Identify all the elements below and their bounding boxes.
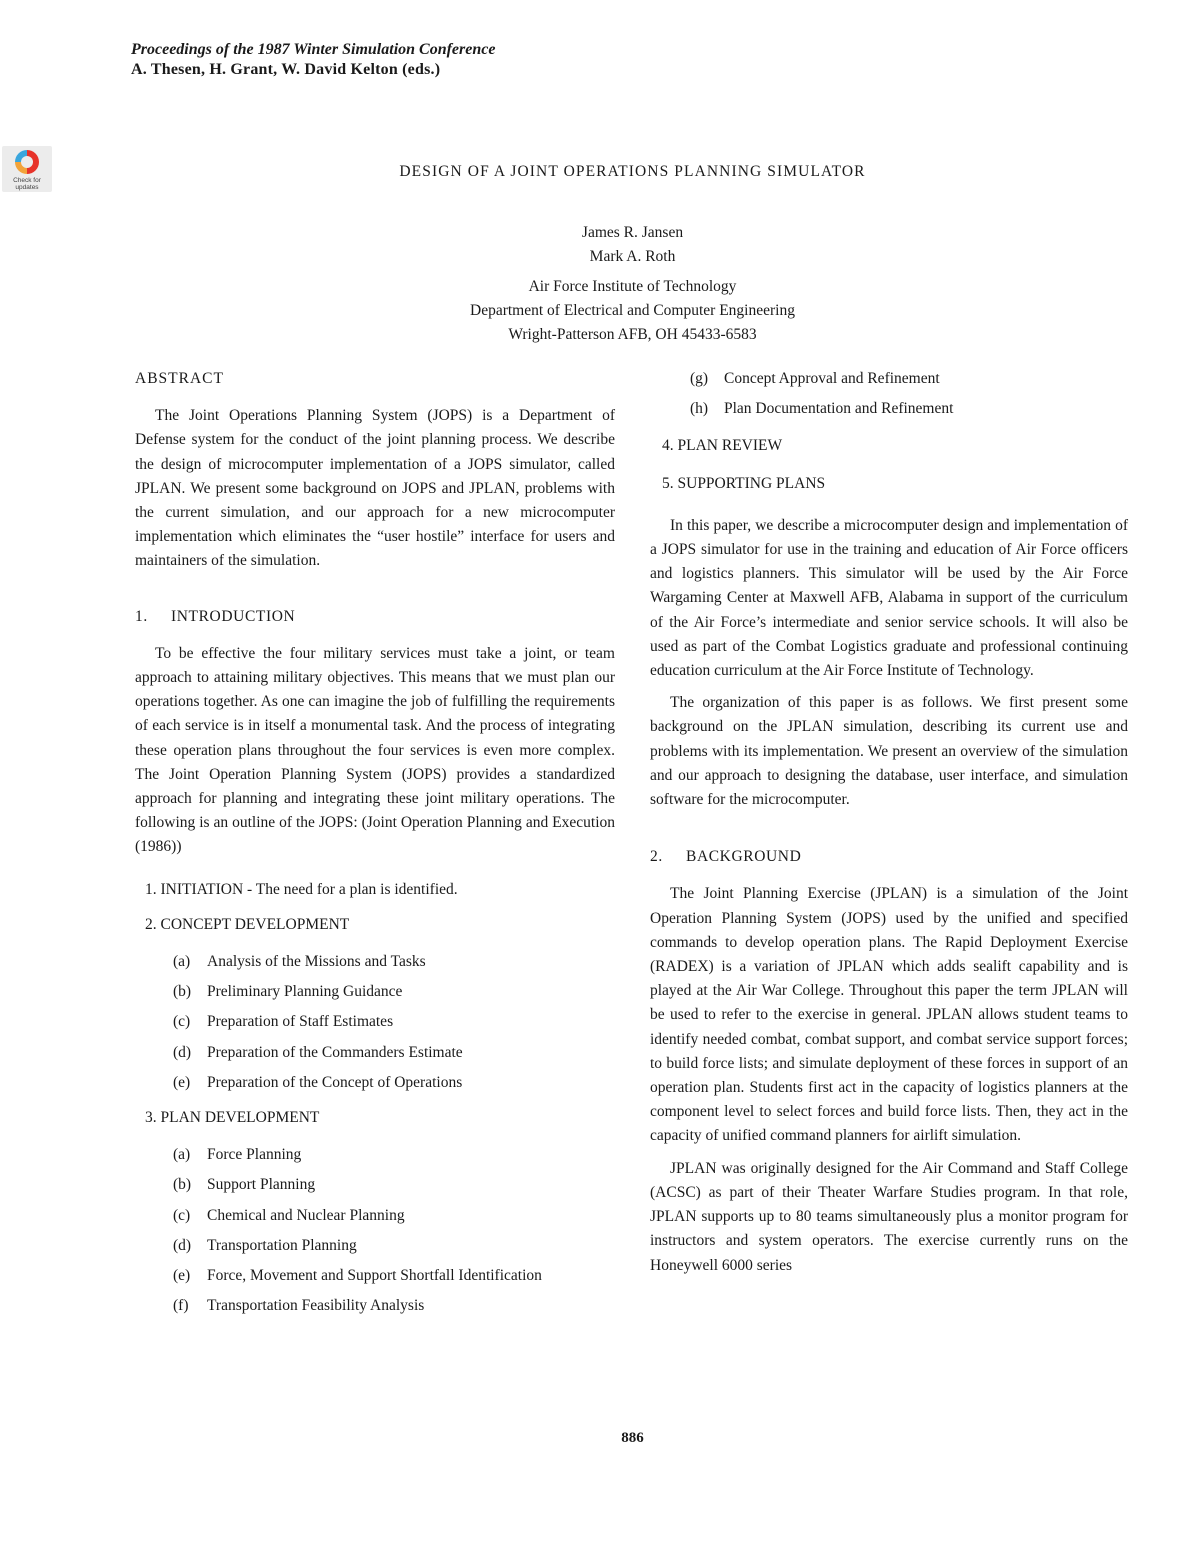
section-number: 1. xyxy=(135,607,148,625)
affiliation-line: Air Force Institute of Technology xyxy=(528,278,737,295)
paragraph: The organization of this paper is as follows. We first present some background on the JPLAN simulation, describing its current use and problems with its implementation. We present an overview of the simulation and our approach to designing the database, user interface, and simulation software for the microcomputer. xyxy=(650,694,1128,809)
outline-subitem: (f) Transportation Feasibility Analysis xyxy=(173,1297,425,1315)
proceedings-header xyxy=(131,40,495,80)
left-column xyxy=(135,367,615,1319)
check-for-updates-label: Check for updates xyxy=(13,177,41,191)
affiliation-line: Wright-Patterson AFB, OH 45433-6583 xyxy=(508,326,757,343)
outline-subitem: (a) Force Planning xyxy=(173,1146,302,1164)
section-heading xyxy=(135,605,615,629)
author-name: Mark A. Roth xyxy=(589,248,676,265)
outline-subitem: (d) Preparation of the Commanders Estimate xyxy=(173,1043,463,1061)
paper-title: DESIGN OF A JOINT OPERATIONS PLANNING SIMULATOR xyxy=(399,163,866,180)
outline-subitem: (c) Preparation of Staff Estimates xyxy=(173,1013,394,1031)
outline-subitem: (b) Support Planning xyxy=(173,1176,316,1194)
outline-subitem: (e) Force, Movement and Support Shortfall Identification xyxy=(173,1267,542,1285)
paragraph: In this paper, we describe a microcomputer design and implementation of a JOPS simulator for use in the training and education of Air Force officers and logistics planners. This simulator will be used by the Air Force Wargaming Center at Maxwell AFB, Alabama in support of the curriculum of the Air Force’s intermediate and senior service schools. It will also be used as part of the Combat Logistics graduate and professional continuing education curriculum at the Air Force Institute of Technology. xyxy=(650,516,1128,680)
section-title: INTRODUCTION xyxy=(171,607,296,625)
outline-item: 2. CONCEPT DEVELOPMENT xyxy=(145,915,350,933)
paragraph: JPLAN was originally designed for the Air Command and Staff College (ACSC) as part of their Theater Warfare Studies program. In that role, JPLAN supports up to 80 teams simultaneously plus a monitor program for instructors and system operators. The exercise currently runs on the Honeywell 6000 series xyxy=(650,1159,1128,1274)
affiliation xyxy=(0,275,1200,347)
proceedings-title: Proceedings of the 1987 Winter Simulation Conference xyxy=(131,41,496,58)
outline-subitem: (g) Concept Approval and Refinement xyxy=(690,370,940,387)
outline-subitem: (d) Transportation Planning xyxy=(173,1236,357,1254)
proceedings-editors: A. Thesen, H. Grant, W. David Kelton (eds.) xyxy=(131,61,441,78)
outline-item: 1. INITIATION - The need for a plan is identified. xyxy=(145,880,458,898)
author-list xyxy=(0,221,1200,269)
outline-subitem: (h) Plan Documentation and Refinement xyxy=(690,400,954,418)
page-number: 886 xyxy=(621,1430,644,1446)
section-number: 2. xyxy=(650,848,663,866)
section-heading xyxy=(650,845,1128,869)
outline-item: 4. PLAN REVIEW xyxy=(662,437,783,455)
abstract-heading: ABSTRACT xyxy=(135,370,224,387)
jops-outline xyxy=(135,878,615,1319)
outline-subitem: (c) Chemical and Nuclear Planning xyxy=(173,1206,405,1224)
outline-subitem: (e) Preparation of the Concept of Operations xyxy=(173,1073,463,1091)
outline-item: 5. SUPPORTING PLANS xyxy=(662,474,826,492)
section-title: BACKGROUND xyxy=(686,848,802,866)
abstract-text: The Joint Operations Planning System (JOPS) is a Department of Defense system for the conduct of the joint planning process. We describe the design of microcomputer implementation of a JOPS simulator, called JPLAN. We present some background on JOPS and JPLAN, problems with the current simulation, and our approach for a new microcomputer implementation which eliminates the “user hostile” interface for users and maintainers of the simulation. xyxy=(135,407,615,570)
jops-outline-continued xyxy=(650,367,1128,496)
paragraph: The Joint Planning Exercise (JPLAN) is a simulation of the Joint Operation Planning System (JOPS) used by the unified and specified commands to develop operation plans. The Rapid Deployment Exercise (RADEX) is a variation of JPLAN which adds sealift capability and is played at the Air War College. Throughout this paper the term JPLAN will be used to refer to the exercise in general. JPLAN allows student teams to identify needed combat, combat support, and combat service support forces; to build force lists; and simulate deployment of these forces in support of an operation plan. Students first act in the capacity of logistics planners at the component level to select forces and build force lists. Then, they act in the capacity of unified command planners for airlift simulation. xyxy=(650,885,1128,1145)
outline-subitem: (b) Preliminary Planning Guidance xyxy=(173,983,403,1001)
author-name: James R. Jansen xyxy=(581,224,684,241)
outline-subitem: (a) Analysis of the Missions and Tasks xyxy=(173,953,426,971)
affiliation-line: Department of Electrical and Computer Engineering xyxy=(470,302,795,319)
right-column xyxy=(650,367,1128,1278)
outline-item: 3. PLAN DEVELOPMENT xyxy=(145,1109,320,1127)
introduction-text: To be effective the four military services must take a joint, or team approach to attaining military objectives. This means that we must plan our operations together. As one can imagine the job of fulfilling the requirements of each service is in itself a monumental task. And the process of integrating these operation plans throughout the four services is even more complex. The Joint Operation Planning System (JOPS) provides a standardized approach for planning and integrating these joint military operations. The following is an outline of the JOPS: (Joint Operation Planning and Execution (1986)) xyxy=(135,644,615,856)
